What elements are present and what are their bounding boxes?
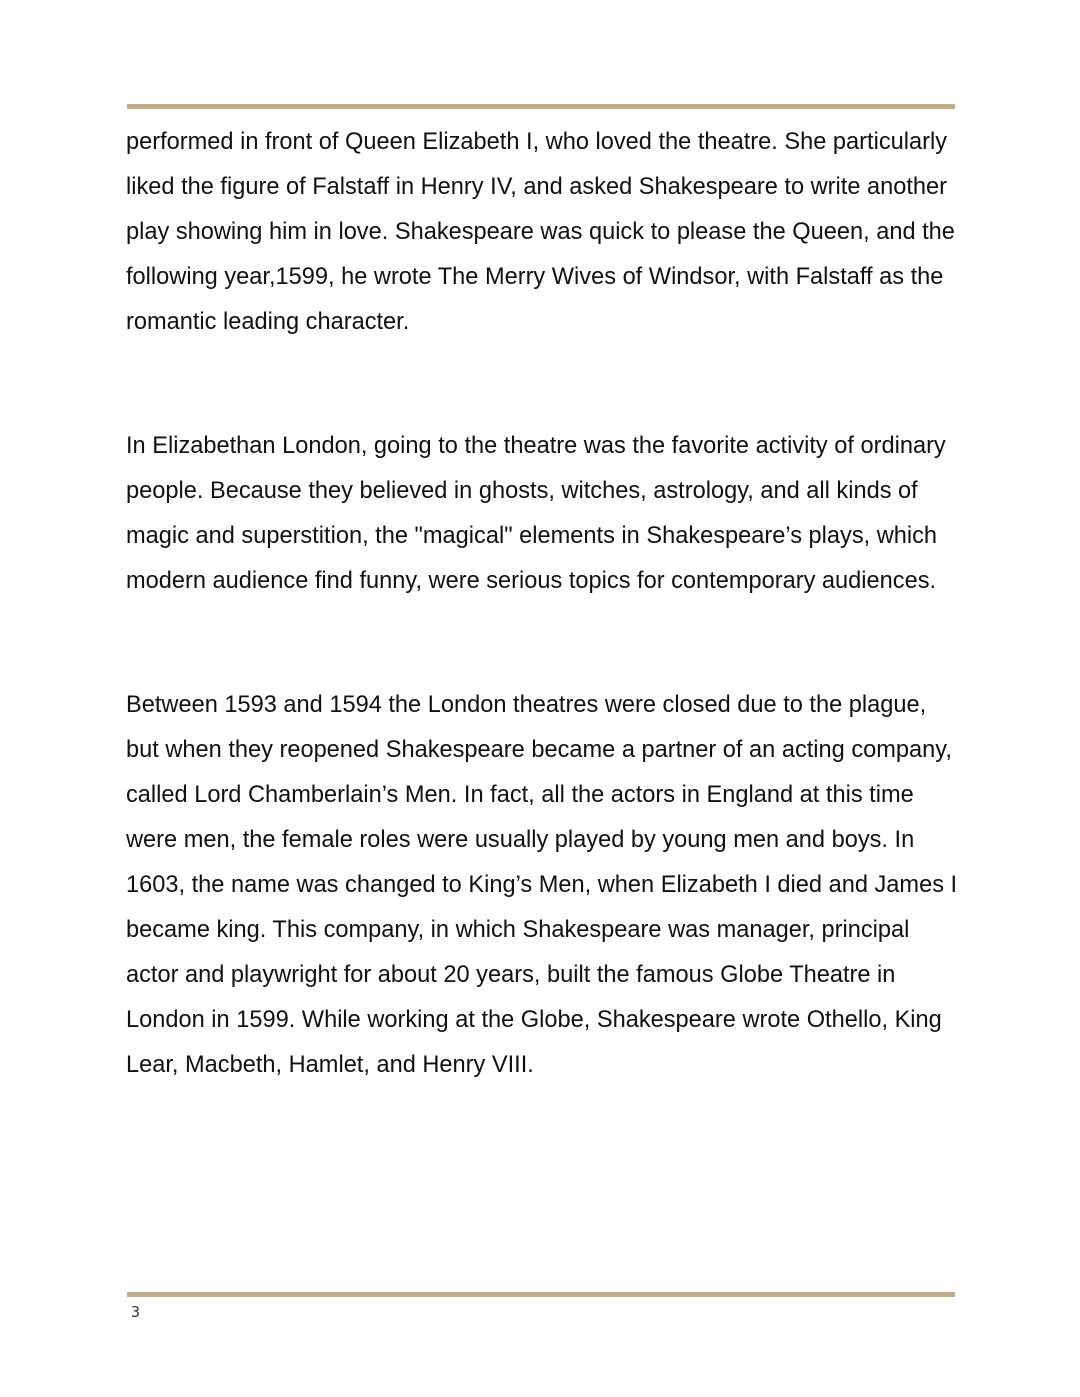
footer-rule: [127, 1292, 955, 1297]
page-number: 3: [131, 1303, 141, 1321]
page-body: [126, 120, 961, 1088]
paragraph-lord-chamberlains-men: Between 1593 and 1594 the London theatres were closed due to the plague, but when they reopened Shakespeare became a partner of an acting company, called Lord Chamberlain’s Men. In fact, all the actors in England at this time were men, the female roles were usually played by young men and boys. In 1603, the name was changed to King’s Men, when Elizabeth I died and James I became king. This company, in which Shakespeare was manager, principal actor and playwright for about 20 years, built the famous Globe Theatre in London in 1599. While working at the Globe, Shakespeare wrote Othello, King Lear, Macbeth, Hamlet, and Henry VIII.: [126, 692, 958, 1078]
paragraph-elizabethan-theatre: In Elizabethan London, going to the theatre was the favorite activity of ordinary people. Because they believed in ghosts, witches, astrology, and all kinds of magic and superstition, the "magical" elements in Shakespeare’s plays, which modern audience find funny, were serious topics for contemporary audiences.: [126, 433, 946, 594]
paragraph-queen-elizabeth: performed in front of Queen Elizabeth I, who loved the theatre. She particularly liked the figure of Falstaff in Henry IV, and asked Shakespeare to write another play showing him in love. Shakespeare was quick to please the Queen, and the following year,1599, he wrote The Merry Wives of Windsor, with Falstaff as the romantic leading character.: [126, 129, 955, 335]
header-rule: [127, 104, 955, 109]
